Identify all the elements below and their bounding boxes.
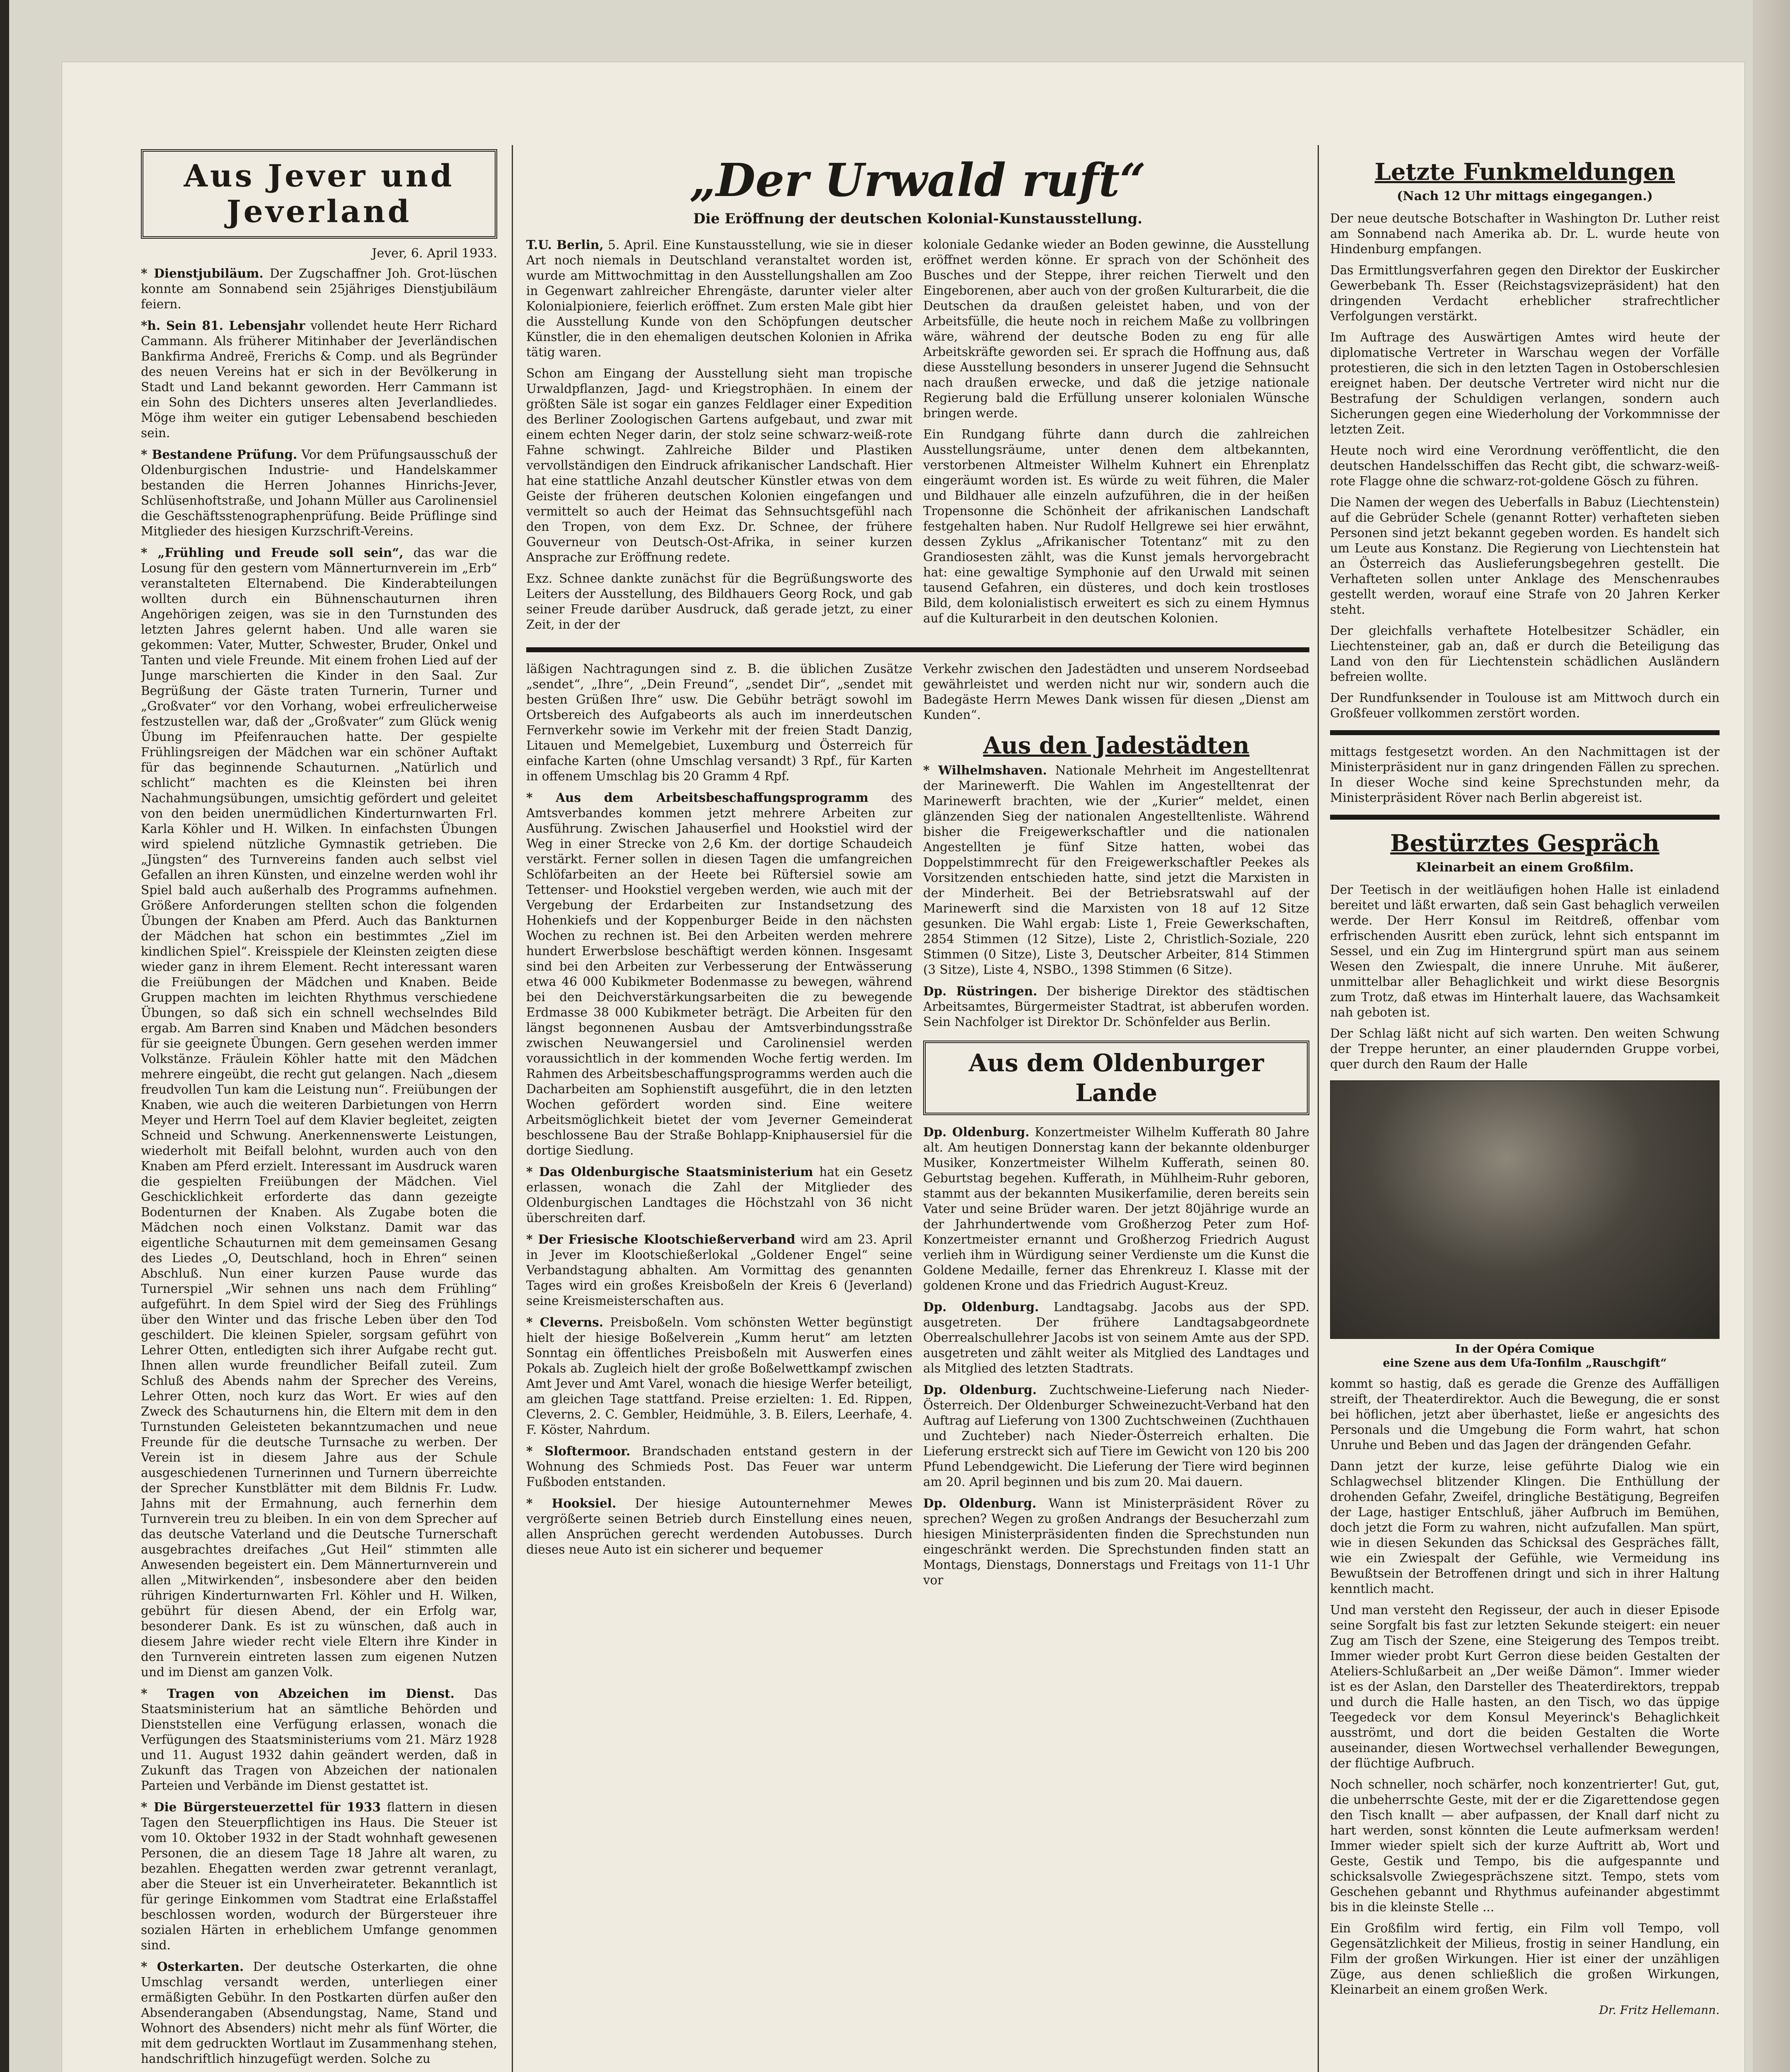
paragraph-lead: * Sloftermoor. <box>526 1444 631 1458</box>
article-paragraph <box>923 1299 1309 1376</box>
film-article-title: Bestürztes Gespräch <box>1390 830 1659 857</box>
article-paragraph <box>1330 211 1720 257</box>
jade-articles <box>923 762 1309 1030</box>
paragraph-lead: Dp. Oldenburg. <box>923 1496 1037 1510</box>
lead-article-right <box>923 237 1309 638</box>
article-paragraph <box>526 1164 912 1226</box>
paragraph-text: Und man versteht den Regisseur, der auch in dieser Episode seine Sorgfalt bis fast zur letzten Sekunde steigert: ein neuer Zug am Tisch der Szene, eine Steigerung des Tempos treibt. Immer wieder probt Kurt Gerron diese beiden Gestalten der Ateliers-Schlußarbeit an „Der weiße Dämon“. Immer wieder ist es der Aslan, den Darsteller des Theaterdirektors, treppab und durch die Halle hasten, an den Tisch, wo das üppige Teegedeck vor dem Konsul Meyerinck's Behaglichkeit ausströmt, und dort die beiden Gestalten die Worte auseinander, diesen Wortwechsel verhallender Bewegungen, der flüchtige Aufbruch. <box>1330 1603 1720 1770</box>
paragraph-text: Der Teetisch in der weitläufigen hohen Halle ist einladend bereitet und läßt erwarten, daß sein Gast behaglich verweilen werde. Der Herr Konsul im Reitdreß, offenbar vom erfrischenden Ausritt eben zurück, lehnt sich entspannt im Sessel, und ein Zug im Hintergrund spürt man aus seinem Wesen den Zwiespalt, die innere Unruhe. Mit äußerer, unmittelbar aller Behaglichkeit und wirkt diese Besorgnis zum Trotz, daß etwas im Hinterhalt lauere, das Wachsamkeit nah geboten ist. <box>1330 883 1720 1019</box>
column-main <box>526 149 1309 2072</box>
section-rule <box>1330 815 1720 820</box>
column-news <box>1330 149 1720 2072</box>
paragraph-text: Das Staatsministerium hat an sämtliche Behörden und Dienststellen eine Verfügung erlassen, wonach die Verfügungen des Staatsministeriums vom 21. März 1928 und 11. August 1932 dahin geändert werden, daß in Zukunft das Tragen von Abzeichen der nationalen Parteien und Verbände im Dienst gestattet ist. <box>141 1687 497 1793</box>
article-paragraph <box>1330 623 1720 685</box>
paragraph-text: Ein Großfilm wird fertig, ein Film voll Tempo, voll Gegensätzlichkeit der Milieus, frostig in seiner Handlung, ein Film der großen Wirkungen. Hier ist einer der unzähligen Züge, aus denen schließlich die großen Wirkungen, Kleinarbeit an einem großen Werk. <box>1330 1921 1720 1997</box>
article-paragraph <box>141 1799 497 1953</box>
lower-articles <box>526 661 1309 1594</box>
article-paragraph <box>923 661 1309 723</box>
paragraph-lead: Dp. Rüstringen. <box>923 984 1038 998</box>
article-paragraph <box>526 661 912 784</box>
article-paragraph <box>1330 1602 1720 1771</box>
paragraph-text: hat ein Gesetz erlassen, wonach die Zahl der Mitglieder des Oldenburgischen Landtages die Höchstzahl von 36 nicht überschreiten darf. <box>526 1165 912 1225</box>
continuation-text <box>923 661 1309 723</box>
article-paragraph <box>1330 882 1720 1020</box>
article-paragraph <box>526 1314 912 1438</box>
lower-left-column <box>526 661 912 1594</box>
paragraph-text: Konzertmeister Wilhelm Kufferath 80 Jahre alt. Am heutigen Donnerstag kann der bekannte oldenburger Musiker, Konzertmeister Wilhelm Kufferath, seinen 80. Geburtstag begehen. Kufferath, in Mühlheim-Ruhr geboren, stammt aus der bekannten Musikerfamilie, deren bereits sein Vater und seine Brüder waren. Der jetzt 80jährige wurde an der Jahrhundertwende vom Großherzog Peter zum Hof-Konzertmeister ernannt und Großherzog Friedrich August verlieh ihm in Würdigung seiner Verdienste um die Kunst die Goldene Medaille, ferner das Ehrenkreuz I. Klasse mit der goldenen Krone und das Friedrich August-Kreuz. <box>923 1125 1309 1293</box>
paragraph-lead: * Dienstjubiläum. <box>141 266 264 281</box>
continuation-text: mittags festgesetzt worden. An den Nachmittagen ist der Ministerpräsident nur in ganz dringenden Fällen zu sprechen. In dieser Woche sind keine Sprechstunden mehr, da Ministerpräsident Röver nach Berlin abgereist ist. <box>1330 745 1720 805</box>
main-headline: „Der Urwald ruft“ <box>689 153 1146 207</box>
article-paragraph <box>526 1232 912 1309</box>
paragraph-lead: T.U. Berlin, <box>526 237 604 252</box>
paragraph-text: flattern in diesen Tagen den Steuerpflichtigen ins Haus. Die Steuer ist vom 10. Oktober 1932 in der Stadt wohnhaft gewesenen Personen, die an diesem Tage 18 Jahre alt waren, zu bezahlen. Ehegatten werden zwar getrennt veranlagt, aber die Steuer ist ein Unverheirateter. Bekanntlich ist für geringe Einkommen vom Stadtrat eine Erlaßstaffel beschlossen worden, wodurch der Bürgersteuer ihre sozialen Härten in erheblichem Umfange genommen sind. <box>141 1800 497 1952</box>
paragraph-text: Schon am Eingang der Ausstellung sieht man tropische Urwaldpflanzen, Jagd- und Kriegstrophäen. In einem der größten Säle ist sogar ein ganzes Feldlager einer Expedition des Berliner Zoologischen Gartens aufgebaut, und zwar mit einem echten Neger darin, der stolz seine schwarz-weiß-rote Fahne schwingt. Zahlreiche Bilder und Plastiken vervollständigen den Eindruck afrikanischer Landschaft. Hier hat eine stattliche Anzahl deutscher Künstler etwas von dem Geiste der früheren deutschen Kolonien eingefangen und vermittelt so auch der Heimat das Sehnsuchtsgefühl nach den Tropen, von dem Exz. Dr. Schnee, der frühere Gouverneur von Deutsch-Ost-Afrika, in seiner kurzen Ansprache zur Eröffnung redete. <box>526 366 912 564</box>
paragraph-text: Heute noch wird eine Verordnung veröffentlicht, die den deutschen Handelsschiffen das Recht gibt, die schwarz-weiß-rote Flagge ohne die schwarz-rot-goldene Gösch zu führen. <box>1330 443 1720 488</box>
article-paragraph <box>923 427 1309 626</box>
radio-news-items <box>1330 211 1720 721</box>
article-paragraph <box>141 545 497 1680</box>
paragraph-text: läßigen Nachtragungen sind z. B. die üblichen Zusätze „sendet“, „Ihre“, „Dein Freund“, „sendet Dir“, „sendet mit besten Grüßen Ihre“ usw. Die Gebühr beträgt sowohl im Ortsbereich des Aufgabeorts als auch im innerdeutschen Fernverkehr sowie im Verkehr mit der freien Stadt Danzig, Litauen und Memelgebiet, Luxemburg und Österreich für einfache Karten (ohne Umschlag versandt) 3 Rpf., für Karten in offenem Umschlag bis 20 Gramm 4 Rpf. <box>526 662 912 783</box>
paragraph-text: Der hiesige Autounternehmer Mewes vergrößerte seinen Betrieb durch Einstellung eines neuen, allen Ansprüchen gerecht werdenden Autobusses. Durch dieses neue Auto ist ein sicherer und bequemer <box>526 1496 912 1556</box>
paragraph-text: koloniale Gedanke wieder an Boden gewinne, die Ausstellung eröffnet werden könne. Er sprach von der Schönheit des Busches und der Steppe, ihrer reichen Tierwelt und den Eingeborenen, aber auch von der großen Kulturarbeit, die die Deutschen da draußen geleistet haben, und von der Arbeitsfülle, die heute noch in reichem Maße zu vollbringen wäre, während der deutsche Boden zu eng für alle Arbeitskräfte geworden sei. Er sprach die Hoffnung aus, daß diese Ausstellung besonders in unserer Jugend die Sehnsucht nach draußen erwecke, und daß die jetzige nationale Regierung bald die Erfüllung unserer kolonialen Wünsche bringen werde. <box>923 237 1309 420</box>
paragraph-text: Wann ist Ministerpräsident Röver zu sprechen? Wegen zu großen Andrangs der Besucherzahl zum hiesigen Ministerpräsidenten finden die Sprechstunden nun eingeschränkt werden. Die Sprechstunden finden statt an Montags, Dienstags, Donnerstags und Freitags von 11-1 Uhr vor <box>923 1496 1309 1587</box>
paragraph-text: Im Auftrage des Auswärtigen Amtes wird heute der diplomatische Vertreter in Warschau wegen der Vorfälle protestieren, die sich in den letzten Tagen in Ostoberschlesien ereignet haben. Der deutsche Vertreter wird nicht nur die Bestrafung der Schuldigen verlangen, sondern auch Sicherungen gegen eine Wiederholung der Vorkommnisse der letzten Zeit. <box>1330 330 1720 436</box>
section-rule <box>526 647 1309 652</box>
article-paragraph <box>1330 1376 1720 1453</box>
paragraph-text: Brandschaden entstand gestern in der Wohnung des Schmieds Post. Das Feuer war unterm Fußboden entstanden. <box>526 1444 912 1489</box>
paragraph-text: Der Schlag läßt nicht auf sich warten. Den weiten Schwung der Treppe herunter, an einer plaudernden Gruppe vorbei, quer durch den Raum der Halle <box>1330 1026 1720 1071</box>
column-rule <box>1318 145 1319 2072</box>
author-signature: Dr. Fritz Hellemann. <box>1599 2003 1720 2017</box>
paragraph-text: Der bisherige Direktor des städtischen Arbeitsamtes, Bürgermeister Stadtrat, ist abberufen worden. Sein Nachfolger ist Direktor Dr. Schönfelder aus Berlin. <box>923 984 1309 1029</box>
article-paragraph <box>923 762 1309 978</box>
paragraph-lead: *h. Sein 81. Lebensjahr <box>141 318 305 333</box>
scan-binding-edge <box>0 0 9 2072</box>
film-article-intro <box>1330 882 1720 1072</box>
paragraph-text: Preisboßeln. Vom schönsten Wetter begünstigt hielt der hiesige Boßelverein „Kumm herut“ am letzten Sonntag ein öffentliches Preisboßeln mit Auswerfen eines Pokals ab. Zugleich hielt der große Boßelwettkampf zwischen Amt Jever und Amt Varel, wonach die hiesige Werfer beteiligt, am gleichen Tage stattfand. Preise erzielten: 1. Ed. Rippen, Cleverns, 2. C. Gembler, Heidmühle, 3. B. Eilers, Leerhafe, 4. F. Köster, Nahrdum. <box>526 1315 912 1437</box>
paragraph-text: Landtagsabg. Jacobs aus der SPD. ausgetreten. Der frühere Landtagsabgeordnete Oberrealschullehrer Jacobs ist von seinem Amte aus der SPD. ausgetreten und zählt weiter als Mitglied des Landtages und als Mitglied des letzten Stadtrats. <box>923 1300 1309 1375</box>
jade-section-title: Aus den Jadestädten <box>983 732 1250 759</box>
paragraph-lead: Dp. Oldenburg. <box>923 1300 1039 1314</box>
article-paragraph <box>526 366 912 565</box>
film-still-photo <box>1330 1080 1720 1339</box>
paragraph-text: Exz. Schnee dankte zunächst für die Begrüßungsworte des Leiters der Ausstellung, des Bildhauers Georg Rock, und gab seiner Freude darüber Ausdruck, daß gerade jetzt, zu einer Zeit, in der der <box>526 571 912 632</box>
section-title-box: Aus Jever und Jeverland <box>141 149 497 239</box>
lower-right-column <box>923 661 1309 1594</box>
paragraph-text: Dann jetzt der kurze, leise geführte Dialog wie ein Schlagwechsel blitzender Klingen. Die Enthüllung der drohenden Gefahr, Zweifel, dringliche Bestätigung, Begreifen der Lage, hastiger Entschluß, jäher Aufbruch im Bemühen, doch jetzt die Form zu wahren, nicht aufzufallen. Man spürt, wie in diesen Sekunden das Schicksal des Gespräches fällt, wie ein Zwiespalt der Gefühle, wie Vermeidung ins Bewußtsein der Betroffenen dringt und sich in ihrer Haltung kenntlich macht. <box>1330 1459 1720 1596</box>
paragraph-lead: * Hooksiel. <box>526 1496 617 1510</box>
paragraph-lead: * Wilhelmshaven. <box>923 763 1047 777</box>
caption-line-1: In der Opéra Comique <box>1455 1343 1595 1356</box>
article-paragraph <box>1330 443 1720 489</box>
paragraph-text: Vor dem Prüfungsausschuß der Oldenburgischen Industrie- und Handelskammer bestanden die Herren Johannes Hinrichs-Jever, Schlüsenhoftstraße, und Johann Müller aus Carolinensiel die Geschäftsstenographenprüfung. Beide Prüflinge sind Mitglieder des hiesigen Kurzschrift-Vereins. <box>141 448 497 538</box>
paragraph-text: das war die Losung für den gestern vom Männerturnverein im „Erb“ veranstalteten Elternabend. Die Kinderabteilungen wollten durch ein Bühnenschauturnen ihren Angehörigen zeigen, was sie in den Turnstunden des letzten Jahres gelernt haben. Und alle waren sie gekommen: Vater, Mutter, Schwester, Bruder, Onkel und Tanten und viele Freunde. Mit einem frohen Lied auf der Junge marschierten die Kinder in den Saal. Zur Begrüßung der Gäste traten Turnerin, Turner und „Großvater“ vor den Vorhang, wobei erfreulicherweise festzustellen war, daß der „Großvater“ zum Glück wenig Übung im Pfeifenrauchen hatte. Der gespielte Frühlingsreigen der Mädchen war ein schöner Auftakt für das beginnende Schauturnen. „Natürlich und schlicht“ machten es die Kleinsten bei ihren Nachahmungsübungen, umsichtig gefördert und geleitet von den beiden unermüdlichen Kinderturnwarten Frl. Karla Köhler und H. Wilken. In einfachsten Übungen wird spielend nützliche Gymnastik getrieben. Die „Jüngsten“ des Turnvereins fanden auch selbst viel Gefallen an ihren Künsten, und einzelne werden wohl ihr Spiel bald auch außerhalb des Programms aufnehmen. Größere Anforderungen stellten schon die folgenden Übungen der Knaben am Pferd. Auch das Bankturnen der Mädchen hat schon ein bestimmtes „Ziel im kindlichen Spiel“. Kreisspiele der Kleinsten zeigten diese wieder ganz in ihrem Element. Recht interessant waren die Freiübungen der Mädchen und Knaben. Beide Gruppen machten im leichten Rhythmus verschiedene Übungen, so daß sich ein schnell wechselndes Bild ergab. Am Barren sind Knaben und Mädchen besonders für sie geeignete Übungen. Gern gesehen werden immer Volkstänze. Fräulein Köhler hatte mit den Mädchen mehrere eingeübt, die recht gut gelangen. Nach „diesem freudvollen Tun kam die Leistung nun“. Freiübungen der Knaben, wie auch die weiteren Darbietungen von Herrn Meyer und Herrn Toel auf dem Klavier begleitet, zeigten Schneid und Schwung. Anerkennenswerte Leistungen, wiederholt mit Beifall belohnt, wurden auch von den Knaben am Pferd erzielt. Interessant im Ausdruck waren die gespielten Freiübungen der Mädchen. Viel Geschicklichkeit erforderte das dann gezeigte Bodenturnen der Knaben. Als Zugabe boten die Mädchen noch einen Volkstanz. Damit war das eigentliche Schauturnen mit dem gemeinsamen Gesang des Liedes „O, Deutschland, hoch in Ehren“ seinen Abschluß. Nun einer kurzen Pause wurde das Turnerspiel „Wir sehnen uns nach dem Frühling“ aufgeführt. In dem Spiel wird der Sieg des Frühlings über den Winter und das frische Leben über den Tod geschildert. Die kleinen Spieler, sorgsam geführt von Lehrer Otten, entledigten sich ihrer Aufgabe recht gut. Ihnen allen wurde freundlicher Beifall zuteil. Zum Schluß des Abends nahm der Sprecher des Vereins, Lehrer Otten, noch kurz das Wort. Er wies auf den Zweck des Schauturnens hin, die Eltern mit dem in den Turnstunden Geleisteten bekanntzumachen und neue Freunde für die deutsche Turnsache zu werben. Der Verein ist in diesem Jahre aus der Schule ausgeschiedenen Turnerinnen und Turnern überreichte der Sprecher Kunstblätter mit dem Bildnis Fr. Ludw. Jahns mit der Ermahnung, auch fernerhin dem Turnverein treu zu bleiben. In ein von dem Sprecher auf das deutsche Vaterland und die Deutsche Turnerschaft ausgebrachtes dreifaches „Gut Heil“ stimmten alle Anwesenden begeistert ein. Dem Männerturnverein und allen „Mitwirkenden“, insbesondere aber den beiden rührigen Kinderturnwarten Frl. Köhler und H. Wilken, gebührt für diesen Abend, der ein Erfolg war, besonderer Dank. Es ist zu wünschen, daß auch in diesem Jahre wieder recht viele Eltern ihre Kinder in den Turnverein eintreten lassen zum eigenen Nutzen und im Dienst am ganzen Volk. <box>141 546 497 1679</box>
caption-line-2: eine Szene aus dem Ufa-Tonfilm „Rauschgift“ <box>1383 1357 1667 1370</box>
paragraph-text: Die Namen der wegen des Ueberfalls in Babuz (Liechtenstein) auf die Gebrüder Schele (genannt Rotter) verhafteten sieben Personen sind jetzt bekannt gegeben worden. Es handelt sich um Leute aus Konstanz. Die Regierung von Liechtenstein hat an Österreich das Auslieferungsbegehren gestellt. Die Verhafteten sollen unter Anklage des Menschenraubes gestellt werden, worauf eine Strafe von 20 Jahren Kerker steht. <box>1330 495 1720 617</box>
paragraph-lead: Dp. Oldenburg. <box>923 1382 1037 1397</box>
article-paragraph <box>1330 1777 1720 1915</box>
lead-article <box>526 237 1309 638</box>
dateline: Jever, 6. April 1933. <box>372 246 497 261</box>
film-article-body <box>1330 1376 1720 1997</box>
paragraph-lead: * Osterkarten. <box>141 1959 244 1974</box>
article-paragraph <box>141 266 497 312</box>
article-paragraph <box>526 1496 912 1557</box>
paragraph-text: des Amtsverbandes kommen jetzt mehrere Arbeiten zur Ausführung. Zwischen Jahauserfiel und Hookstiel wird der Weg in einer Strecke von 2,6 Km. der dortige Schaudeich verstärkt. Ferner sollen in diesen Tagen die umfangreichen Schlöfarbeiten an der Heete bei Rüftersiel sowie am Tettenser- und Hookstiel vergeben werden, wie auch mit der Vergebung der Erdarbeiten zur Instandsetzung des Hohenkiefs und der Koppenburger Beide in den nächsten Wochen zu rechnen ist. Bei den Arbeiten werden mehrere hundert Erwerbslose beschäftigt werden können. Insgesamt sind bei den Arbeiten zur Verbesserung der Entwässerung etwa 46 000 Kubikmeter Bodenmasse zu bewegen, während bei den Deichverstärkungsarbeiten die zu bewegende Erdmasse 38 000 Kubikmeter beträgt. Die Arbeiten für den längst begonnenen Ausbau der Amtsverbindungsstraße zwischen Neuwangersiel und Carolinensiel werden voraussichtlich in der kommenden Woche fertig werden. Im Rahmen des Arbeitsbeschaffungsprogramms werden auch die Dacharbeiten am Sophienstift ausgeführt, die in den letzten Wochen gefördert worden sind. Eine weitere Arbeitsmöglichkeit bietet der vom Jeverner Gemeinderat beschlossene Bau der Straße Bohlapp-Kniphausersiel für die dortige Siedlung. <box>526 791 912 1157</box>
article-paragraph <box>526 571 912 632</box>
paragraph-text: Der deutsche Osterkarten, die ohne Umschlag versandt werden, unterliegen einer ermäßigten Gebühr. In den Postkarten dürfen außer den Absenderangaben (Absendungstag, Name, Stand und Wohnort des Absenders) nicht mehr als fünf Wörter, die mit dem gedruckten Wortlaut im Zusammenhang stehen, handschriftlich hinzugefügt werden. Solche zu <box>141 1960 497 2066</box>
article-paragraph <box>141 318 497 441</box>
article-paragraph <box>923 1124 1309 1293</box>
paragraph-text: Nationale Mehrheit im Angestelltenrat der Marinewerft. Die Wahlen im Angestelltenrat der Marinewerft brachten, wie der „Kurier“ meldet, einen glänzenden Sieg der nationalen Angestelltenliste. Während bisher die Freigewerkschaftler und die nationalen Angestellten je fünf Sitze hatten, wobei das Doppelstimmrecht für den Freigewerkschaftler Peekes als Vorsitzenden entschieden hatte, sind jetzt die Marxisten in der Minderheit. Bei der Betriebsratswahl auf der Marinewerft sind die Marxisten von 18 auf 12 Sitze gesunken. Die Wahl ergab: Liste 1, Freie Gewerkschaften, 2854 Stimmen (12 Sitze), Liste 2, Christlich-Soziale, 220 Stimmen (0 Sitze), Liste 3, Deutscher Arbeiter, 814 Stimmen (3 Sitze), Liste 4, NSBO., 1398 Stimmen (6 Sitze). <box>923 763 1309 977</box>
section-rule <box>1330 730 1720 735</box>
article-paragraph <box>923 1496 1309 1588</box>
photo-caption <box>1330 1342 1720 1370</box>
radio-news-title: Letzte Funkmeldungen <box>1374 158 1675 186</box>
article-list <box>141 266 497 2067</box>
column-jever <box>141 149 497 2072</box>
paragraph-lead: * Bestandene Prüfung. <box>141 447 298 462</box>
paragraph-text: Der Zugschaffner Joh. Grot-lüschen konnte am Sonnabend sein 25jähriges Dienstjubiläum feiern. <box>141 266 497 311</box>
paragraph-lead: * Die Bürgersteuerzettel für 1933 <box>141 1800 381 1814</box>
article-paragraph <box>923 237 1309 421</box>
article-paragraph <box>526 1443 912 1490</box>
paragraph-text: Der Rundfunksender in Toulouse ist am Mittwoch durch ein Großfeuer vollkommen zerstört worden. <box>1330 691 1720 720</box>
article-paragraph <box>141 1686 497 1794</box>
paragraph-text: Der gleichfalls verhaftete Hotelbesitzer Schädler, ein Liechtensteiner, gab an, daß er durch die Beteiligung das Land von den für Liechtenstein schädlichen Ausländern befreien wollte. <box>1330 624 1720 684</box>
paragraph-text: Der neue deutsche Botschafter in Washington Dr. Luther reist am Sonnabend nach Amerika ab. Dr. L. wurde heute von Hindenburg empfangen. <box>1330 211 1720 256</box>
paragraph-lead: * Cleverns. <box>526 1315 603 1329</box>
oldenburg-section-title: Aus dem Oldenburger Lande <box>923 1041 1309 1115</box>
paragraph-text: vollendet heute Herr Richard Cammann. Als früherer Mitinhaber der Jeverländischen Bankfirma Andreë, Frerichs & Comp. und als Begründer des neuen Vereins hat er sich in der Bevölkerung in Stadt und Land bekannt geworden. Herr Cammann ist ein Sohn des Dichters unseres alten Jeverlandliedes. Möge ihm weiter ein gutiger Lebensabend beschieden sein. <box>141 319 497 440</box>
paragraph-lead: * Aus dem Arbeitsbeschaffungsprogramm <box>526 790 868 805</box>
lead-article-left <box>526 237 912 638</box>
article-paragraph <box>141 447 497 539</box>
column-rule <box>512 145 513 2072</box>
newspaper-page <box>62 62 1744 2072</box>
paragraph-text: Verkehr zwischen den Jadestädten und unserem Nordseebad gewährleistet und werden nicht nur wir, sondern auch die Badegäste Herrn Mewes Dank wissen für diesen „Dienst am Kunden“. <box>923 662 1309 722</box>
film-article-subtitle: Kleinarbeit an einem Großfilm. <box>1416 860 1634 875</box>
paragraph-lead: * Tragen von Abzeichen im Dienst. <box>141 1686 455 1701</box>
paragraph-text: Zuchtschweine-Lieferung nach Nieder-Österreich. Der Oldenburger Schweinezucht-Verband hat den Auftrag auf Lieferung von 1300 Zuchtschweinen (Zuchthauen und Zuchteber) nach Nieder-Österreich erhalten. Die Lieferung erstreckt sich auf Tiere im Gewicht von 120 bis 200 Pfund Lebendgewicht. Die Lieferung der Tiere wird beginnen am 20. April beginnen und bis zum 20. Mai dauern. <box>923 1383 1309 1489</box>
paragraph-text: Noch schneller, noch schärfer, noch konzentrierter! Gut, gut, die unbeherrschte Geste, mit der er die Zigarettendose gegen den Tisch knallt — aber aufpassen, der Knall darf nicht zu hart werden, sonst könnten die Leute aufmerksam werden! Immer wieder spielt sich der kurze Auftritt ab, Wort und Geste, Gestik und Tempo, bis die aufgespannte und schicksalsvolle Zwiegesprächszene sitzt. Tempo, stets vom Geschehen gebannt und Rhythmus aufeinander abgestimmt bis in die kleinste Stelle ... <box>1330 1777 1720 1914</box>
oldenburg-articles <box>923 1124 1309 1588</box>
paragraph-lead: * „Frühling und Freude soll sein“, <box>141 545 404 560</box>
article-paragraph <box>526 237 912 360</box>
paragraph-text: wird am 23. April in Jever im Klootschießerlokal „Goldener Engel“ seine Verbandstagung abhalten. Am Vormittag des genannten Tages wird ein großes Kreisboßeln der Kreis 6 (Jeverland) seine Kreismeisterschaften aus. <box>526 1232 912 1308</box>
article-paragraph <box>1330 690 1720 721</box>
paragraph-text: 5. April. Eine Kunstausstellung, wie sie in dieser Art noch niemals in Deutschland veranstaltet worden ist, wurde am Mittwochmittag in den Ausstellungshallen am Zoo in Gegenwart zahlreicher Ehrengäste, darunter vieler alter Kolonialpioniere, feierlich eröffnet. Zum ersten Male gibt hier die Ausstellung Kunde von den Schöpfungen deutscher Künstler, die in den ehemaligen deutschen Kolonien in Afrika tätig waren. <box>526 238 912 359</box>
paragraph-lead: * Das Oldenburgische Staatsministerium <box>526 1164 813 1179</box>
article-paragraph <box>1330 1459 1720 1597</box>
radio-news-subtitle: (Nach 12 Uhr mittags eingegangen.) <box>1397 189 1653 203</box>
article-paragraph <box>1330 263 1720 324</box>
article-paragraph <box>923 983 1309 1030</box>
paragraph-text: kommt so hastig, daß es gerade die Grenze des Auffälligen streift, der Theaterdirektor. Auch die Bewegung, die er sonst bei höflichen, jetzt aber überhastet, ließe er angesichts des Personals und die Umgebung die Form wahrt, hat schon Unruhe und Beben und das Jagen der drängenden Gefahr. <box>1330 1377 1720 1452</box>
article-paragraph <box>923 1382 1309 1490</box>
article-paragraph <box>1330 495 1720 617</box>
article-paragraph <box>526 790 912 1158</box>
paragraph-lead: * Der Friesische Klootschießerverband <box>526 1232 796 1247</box>
paragraph-text: Ein Rundgang führte dann durch die zahlreichen Ausstellungsräume, unter denen dem altbekannten, verstorbenen Altmeister Wilhelm Kuhnert ein Ehrenplatz eingeräumt worden ist. Es würde zu weit führen, die Maler und Bildhauer alle einzeln aufzuführen, die in der heißen Tropensonne die Schönheit der afrikanischen Landschaft festgehalten haben. Nur Rudolf Hellgrewe sei hier erwähnt, dessen Zyklus „Afrikanischer Totentanz“ mit zu den Grandiosesten zählt, was die Kunst jemals hervorgebracht hat: eine gewaltige Symphonie auf den Urwald mit seinen tausend Gefahren, ein düsteres, und doch kein trostloses Bild, dem kolonialistisch erweitert es sich zu einem Hymnus auf die Kulturarbeit in den deutschen Kolonien. <box>923 427 1309 625</box>
article-paragraph <box>141 1959 497 2067</box>
paragraph-text: Das Ermittlungsverfahren gegen den Direktor der Euskircher Gewerbebank Th. Esser (Reichstagsvizepräsident) hat den dringenden Verdacht erheblicher strafrechtlicher Verfolgungen verstärkt. <box>1330 263 1720 323</box>
article-paragraph <box>1330 1026 1720 1072</box>
article-paragraph <box>1330 330 1720 437</box>
paragraph-lead: Dp. Oldenburg. <box>923 1125 1030 1139</box>
main-subheadline: Die Eröffnung der deutschen Kolonial-Kunstausstellung. <box>693 211 1142 227</box>
scan-page-edge <box>1753 0 1790 2072</box>
article-paragraph <box>1330 1921 1720 1997</box>
